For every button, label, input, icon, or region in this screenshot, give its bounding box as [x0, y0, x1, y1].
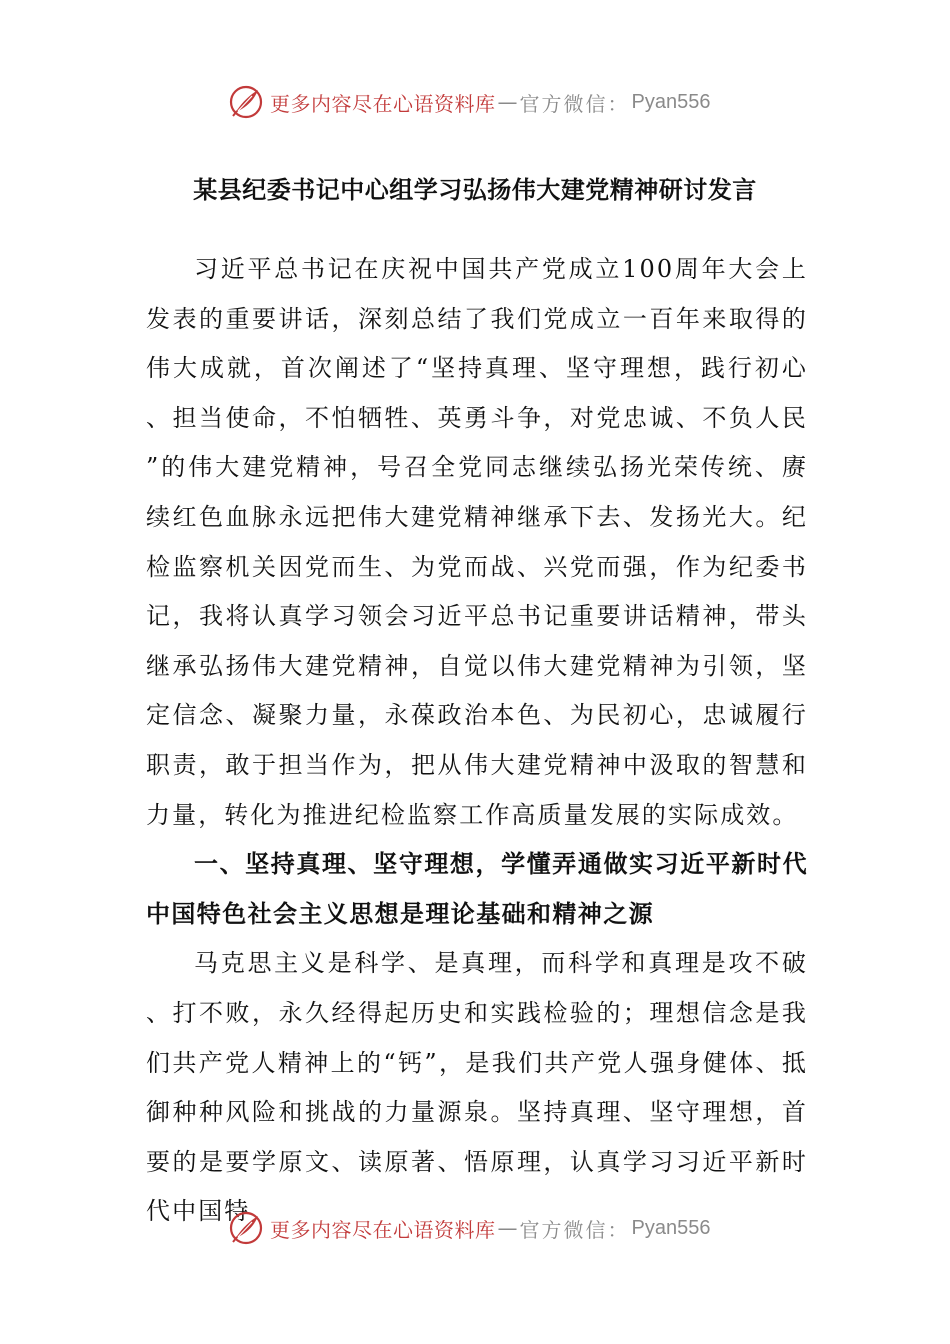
footer-watermark-banner — [228, 1208, 710, 1248]
banner-dash: — — [497, 1216, 518, 1240]
banner-text: 更多内容尽在心语资料库 — [270, 1217, 496, 1242]
wechat-id: Pyan556 — [631, 1216, 711, 1239]
section-heading-1: 一、坚持真理、坚守理想，学懂弄通做实习近平新时代中国特色社会主义思想是理论基础和精神之源 — [146, 850, 808, 928]
quill-logo-icon — [228, 84, 264, 120]
paragraph-intro: 习近平总书记在庆祝中国共产党成立100周年大会上发表的重要讲话，深刻总结了我们党成立一百年来取得的伟大成就，首次阐述了“坚持真理、坚守理想，践行初心、担当使命，不怕牺牲、英勇斗争，对党忠诚、不负人民”的伟大建党精神，号召全党同志继续弘扬光荣传统、赓续红色血脉永远把伟大建党精神继承下去、发扬光大。纪检监察机关因党而生、为党而战、兴党而强，作为纪委书记，我将认真学习领会习近平总书记重要讲话精神，带头继承弘扬伟大建党精神，自觉以伟大建党精神为引领，坚定信念、凝聚力量，永葆政治本色、为民初心，忠诚履行职责，敢于担当作为，把从伟大建党精神中汲取的智慧和力量，转化为推进纪检监察工作高质量发展的实际成效。 — [146, 255, 808, 829]
wechat-label: 官方微信： — [519, 1217, 630, 1242]
header-watermark-banner — [228, 82, 710, 122]
wechat-label: 官方微信： — [519, 91, 630, 116]
banner-dash: — — [497, 90, 518, 114]
wechat-id: Pyan556 — [631, 90, 711, 113]
document-body — [146, 245, 808, 1237]
document-title: 某县纪委书记中心组学习弘扬伟大建党精神研讨发言 — [193, 176, 757, 204]
quill-logo-icon — [228, 1210, 264, 1246]
paragraph-section-1: 马克思主义是科学、是真理，而科学和真理是攻不破、打不败，永久经得起历史和实践检验的；理想信念是我们共产党人精神上的“钙”，是我们共产党人强身健体、抵御种种风险和挑战的力量源泉。坚持真理、坚守理想，首要的是要学原文、读原著、悟原理，认真学习习近平新时代中国特 — [146, 949, 808, 1226]
banner-text: 更多内容尽在心语资料库 — [270, 91, 496, 116]
